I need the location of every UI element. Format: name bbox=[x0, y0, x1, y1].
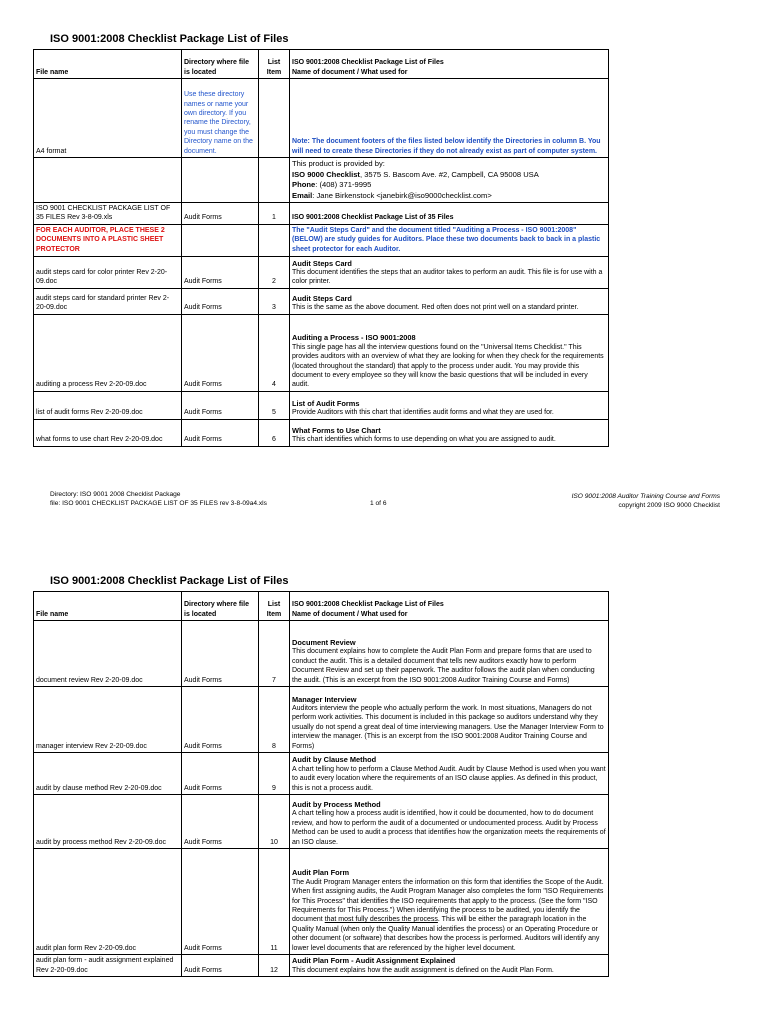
document-name: Audit Steps Card bbox=[292, 258, 352, 268]
email-link[interactable]: : Jane Birkenstock <janebirk@iso9000checklist.com> bbox=[312, 190, 492, 200]
document-desc: This is the same as the above document. Red often does not print well on a standard printer. bbox=[292, 304, 579, 312]
table-row bbox=[34, 621, 609, 687]
document-name: Audit Plan Form - Audit Assignment Explained bbox=[292, 956, 456, 966]
directory-cell: Audit Forms bbox=[182, 621, 259, 687]
list-item-cell: 11 bbox=[259, 849, 290, 955]
document-cell bbox=[290, 256, 609, 288]
document-desc: This document identifies the steps that an auditor takes to perform an audit. This file is for use with a color printer. bbox=[292, 269, 603, 286]
table-row bbox=[34, 256, 609, 288]
col-header-file-name: File name bbox=[34, 592, 182, 621]
document-cell bbox=[290, 621, 609, 687]
directory-cell: Audit Forms bbox=[182, 419, 259, 446]
directory-cell: Audit Forms bbox=[182, 391, 259, 419]
file-name-cell: audit by clause method Rev 2-20-09.doc bbox=[34, 753, 182, 795]
document-name: Auditing a Process - ISO 9001:2008 bbox=[292, 333, 416, 343]
header-doc-sub: Name of document / What used for bbox=[292, 68, 408, 76]
table-row bbox=[34, 314, 609, 391]
document-desc: This document explains how the audit assignment is defined on the Audit Plan Form. bbox=[292, 966, 554, 974]
document-name-cell: ISO 9001:2008 Checklist Package List of 35 Files bbox=[290, 203, 609, 225]
document-desc: This document explains how to complete the Audit Plan Form and prepare forms that are used to conduct the audit. This is a detailed document that tells new auditors exactly how to perform Document Review and set up their paperwork. The auditor follows the audit plan when conducting the audit. (This is an excerpt from the ISO 9001:2008 Auditor Training Course and Forms) bbox=[292, 648, 595, 684]
document-desc: A chart telling how to perform a Clause Method Audit. Audit by Clause Method is used when you want to audit every location where the requirements of an ISO clause applies. As defined in this product, this is not a process audit. bbox=[292, 765, 606, 792]
file-name-cell: what forms to use chart Rev 2-20-09.doc bbox=[34, 419, 182, 446]
document-cell bbox=[290, 955, 609, 977]
table-row bbox=[34, 419, 609, 446]
directory-cell: Audit Forms bbox=[182, 795, 259, 849]
file-name-cell: audit steps card for color printer Rev 2-20-09.doc bbox=[34, 256, 182, 288]
header-row bbox=[34, 592, 609, 621]
document-name: Manager Interview bbox=[292, 694, 357, 704]
header-doc-title: ISO 9001:2008 Checklist Package List of Files bbox=[292, 59, 444, 67]
file-name-cell: auditing a process Rev 2-20-09.doc bbox=[34, 314, 182, 391]
table-row bbox=[34, 203, 609, 225]
table-row bbox=[34, 79, 609, 158]
document-cell bbox=[290, 795, 609, 849]
col-header-document bbox=[290, 592, 609, 621]
document-name: What Forms to Use Chart bbox=[292, 426, 381, 435]
document-cell bbox=[290, 687, 609, 753]
list-item-cell: 9 bbox=[259, 753, 290, 795]
document-desc: Auditors interview the people who actually perform the work. In most situations, Managers do not perform work activities. This document is included in this package so auditors understand why they usually do not spend a great deal of time interviewing managers. Use the Manager Interview Form to interview the manager. (This is an excerpt from the ISO 9001:2008 Auditor Training Course and Forms) bbox=[292, 704, 604, 750]
document-desc: This chart identifies which forms to use depending on what you are assigned to audit. bbox=[292, 436, 556, 444]
footer-file: file: ISO 9001 CHECKLIST PACKAGE LIST OF 35 FILES rev 3-8-09a4.xls bbox=[50, 500, 267, 507]
list-item-cell: 10 bbox=[259, 795, 290, 849]
footer-copyright: copyright 2009 ISO 9000 Checklist bbox=[618, 502, 720, 509]
list-item-cell: 5 bbox=[259, 391, 290, 419]
document-name: List of Audit Forms bbox=[292, 399, 360, 408]
footer-course: ISO 9001:2008 Auditor Training Course and Forms bbox=[571, 493, 720, 500]
file-name-cell: audit plan form Rev 2-20-09.doc bbox=[34, 849, 182, 955]
list-item-cell: 1 bbox=[259, 203, 290, 225]
file-name-cell: audit by process method Rev 2-20-09.doc bbox=[34, 795, 182, 849]
document-name: Audit by Process Method bbox=[292, 799, 381, 809]
page-footer-right bbox=[572, 492, 720, 510]
document-cell bbox=[290, 419, 609, 446]
header-row bbox=[34, 50, 609, 79]
document-desc: The Audit Program Manager enters the information on this form that identifies the Scope of the Audit. When first assigning audits, the Audit Program Manager also completes the form "ISO Requirements for This Process" that identifies the ISO requirements that apply to the process. (See the form "ISO Requirements for This Process.") When identifying the process to be audited, you identify the document that most fully describes the process. This will be either the paragraph location in the Quality Manual (when only the Quality Manual identifies the process) or an Operating Procedure or other document (or software) that describes how the process is performed. Auditors will identify any lower level documents that are referenced by the higher level document. bbox=[292, 878, 604, 952]
document-cell bbox=[290, 849, 609, 955]
col-header-directory: Directory where file is located bbox=[182, 50, 259, 79]
file-name-cell: ISO 9001 CHECKLIST PACKAGE LIST OF 35 FILES Rev 3-8-09.xls bbox=[34, 203, 182, 225]
directory-cell: Audit Forms bbox=[182, 849, 259, 955]
page-footer-left bbox=[50, 490, 267, 508]
list-item-cell: 2 bbox=[259, 256, 290, 288]
page-number: 1 of 6 bbox=[370, 500, 387, 507]
a4-format-label: A4 format bbox=[34, 79, 182, 158]
file-name-cell: document review Rev 2-20-09.doc bbox=[34, 621, 182, 687]
steps-note: The "Audit Steps Card" and the document titled "Auditing a Process - ISO 9001:2008" (BELOW) are study guides for Auditors. Place these two documents back to back in a plastic sheet protector for each Auditor. bbox=[290, 224, 609, 256]
footer-directory: Directory: ISO 9001 2008 Checklist Package bbox=[50, 491, 181, 498]
table-row bbox=[34, 849, 609, 955]
directory-cell: Audit Forms bbox=[182, 753, 259, 795]
page-title-2: ISO 9001:2008 Checklist Package List of Files bbox=[50, 575, 289, 587]
list-item-cell: 12 bbox=[259, 955, 290, 977]
page-title: ISO 9001:2008 Checklist Package List of Files bbox=[50, 33, 289, 45]
col-header-list-item: List Item bbox=[259, 50, 290, 79]
file-name-cell: audit steps card for standard printer Rev 2-20-09.doc bbox=[34, 288, 182, 314]
table-row bbox=[34, 158, 609, 203]
col-header-directory: Directory where file is located bbox=[182, 592, 259, 621]
document-cell bbox=[290, 288, 609, 314]
table-row bbox=[34, 795, 609, 849]
file-name-cell: list of audit forms Rev 2-20-09.doc bbox=[34, 391, 182, 419]
provider-info: This product is provided by: ISO 9000 Checklist, 3575 S. Bascom Ave. #2, Campbell, CA 95008 USA Phone: (408) 371-9995 Email: Jane Birkenstock <janebirk@iso9000checklist.com> bbox=[290, 158, 609, 203]
table-row bbox=[34, 955, 609, 977]
document-cell bbox=[290, 314, 609, 391]
file-list-table bbox=[33, 49, 609, 447]
col-header-file-name: File name bbox=[34, 50, 182, 79]
directory-cell: Audit Forms bbox=[182, 955, 259, 977]
table-row bbox=[34, 753, 609, 795]
table-row bbox=[34, 288, 609, 314]
document-desc: This single page has all the interview questions found on the "Universal Items Checklist." This provides auditors with an overview of what they are looking for when they check for the requirements (located throughout the standard) that apply to the process under audit. You may provide this document to every employee so they will know the basic questions that will be included in every audit. bbox=[292, 343, 604, 389]
file-name-cell: manager interview Rev 2-20-09.doc bbox=[34, 687, 182, 753]
header-doc-sub: Name of document / What used for bbox=[292, 610, 408, 618]
file-name-cell: audit plan form - audit assignment explained Rev 2-20-09.doc bbox=[34, 955, 182, 977]
directory-note: Use these directory names or name your own directory. If you rename the Directory, you must change the Directory name on the document. bbox=[182, 79, 259, 158]
document-desc: Provide Auditors with this chart that identifies audit forms and what they are used for. bbox=[292, 409, 554, 417]
table-row bbox=[34, 391, 609, 419]
document-cell bbox=[290, 391, 609, 419]
table-row bbox=[34, 224, 609, 256]
document-cell bbox=[290, 753, 609, 795]
list-item-cell: 6 bbox=[259, 419, 290, 446]
auditor-note: FOR EACH AUDITOR, PLACE THESE 2 DOCUMENTS INTO A PLASTIC SHEET PROTECTOR bbox=[34, 224, 182, 256]
list-item-cell: 4 bbox=[259, 314, 290, 391]
file-list-table-2 bbox=[33, 591, 609, 977]
directory-cell: Audit Forms bbox=[182, 256, 259, 288]
document-name: Audit by Clause Method bbox=[292, 755, 377, 765]
col-header-document bbox=[290, 50, 609, 79]
document-name: Document Review bbox=[292, 637, 356, 647]
document-desc: A chart telling how a process audit is identified, how it could be documented, how to do document review, and how to perform the audit of a documented or undocumented process. Audit by Process Method can be used to audit a process that identifies how the organization meets the requirements of an ISO clause. bbox=[292, 810, 606, 846]
table-row bbox=[34, 687, 609, 753]
header-doc-title: ISO 9001:2008 Checklist Package List of Files bbox=[292, 601, 444, 609]
col-header-list-item: List Item bbox=[259, 592, 290, 621]
directory-cell: Audit Forms bbox=[182, 288, 259, 314]
document-name: Audit Steps Card bbox=[292, 294, 352, 303]
list-item-cell: 7 bbox=[259, 621, 290, 687]
list-item-cell: 8 bbox=[259, 687, 290, 753]
directory-cell: Audit Forms bbox=[182, 687, 259, 753]
document-name: Audit Plan Form bbox=[292, 868, 350, 878]
directory-cell: Audit Forms bbox=[182, 314, 259, 391]
list-item-cell: 3 bbox=[259, 288, 290, 314]
directory-cell: Audit Forms bbox=[182, 203, 259, 225]
footer-note: Note: The document footers of the files listed below identify the Directories in column B. You will need to create these Directories if they do not already exist as part of computer system. bbox=[290, 79, 609, 158]
